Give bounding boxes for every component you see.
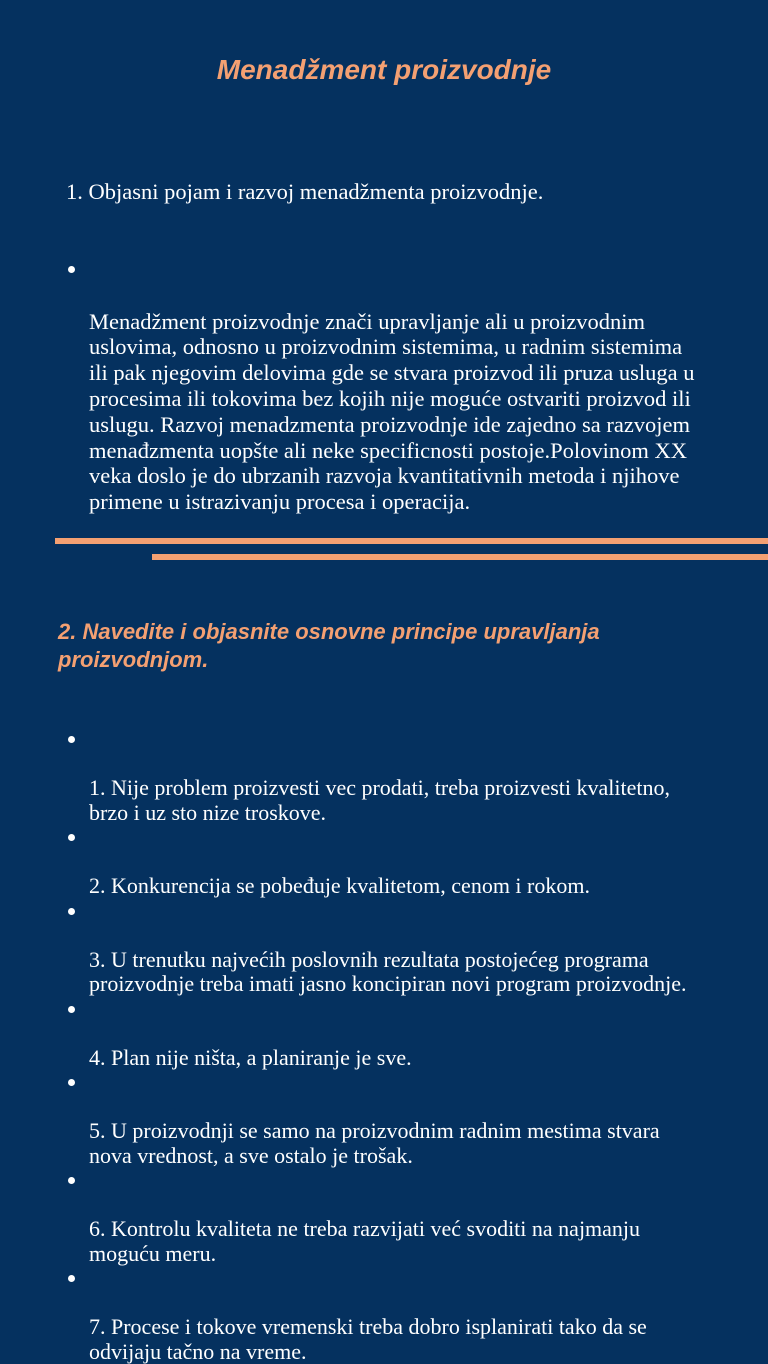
list-item <box>89 1266 749 1364</box>
principle-text: 1. Nije problem proizvesti vec prodati, treba proizvesti kvalitetno, brzo i uz sto nize troskove. <box>89 775 670 825</box>
bullet-icon <box>68 834 75 841</box>
bullet-icon <box>68 1006 75 1013</box>
divider-line-top <box>55 538 768 544</box>
list-item <box>89 1168 749 1266</box>
bullet-icon <box>68 266 75 273</box>
principle-text: 5. U proizvodnji se samo na proizvodnim radnim mestima stvara nova vrednost, a sve ostalo je trošak. <box>89 1118 660 1168</box>
list-item <box>89 899 749 997</box>
bullet-icon <box>68 908 75 915</box>
principle-text: 7. Procese i tokove vremenski treba dobro isplanirati tako da se odvijaju tačno na vreme. <box>89 1314 647 1364</box>
principle-text: 2. Konkurencija se pobeđuje kvalitetom, cenom i rokom. <box>89 873 590 898</box>
bullet-icon <box>68 1275 75 1282</box>
list-item <box>89 997 749 1071</box>
principles-list <box>89 727 749 1364</box>
answer-1-list <box>89 257 749 515</box>
bullet-icon <box>68 736 75 743</box>
bullet-icon <box>68 1079 75 1086</box>
bullet-icon <box>68 1177 75 1184</box>
answer-1-text: Menadžment proizvodnje znači upravljanje ali u proizvodnim uslovima, odnosno u proizvodnim sistemima, u radnim sistemima ili pak njegovim delovima gde se stvara proizvod ili pruza usluga u procesima ili tokovima bez kojih nije moguće ostvariti proizvod ili uslugu. Razvoj menadzmenta proizvodnje ide zajedno sa razvojem menađzmenta uopšte ali neke specificnosti postoje.Polovinom XX veka doslo je do ubrzanih razvoja kvantitativnih metoda i njihove primene u istrazivanju procesa i operacija. <box>89 308 695 515</box>
list-item <box>89 825 749 899</box>
question-2: 2. Navedite i objasnite osnovne principe upravljanja proizvodnjom. <box>58 619 600 672</box>
question-1: 1. Objasni pojam i razvoj menadžmenta proizvodnje. <box>66 179 544 204</box>
list-item <box>89 1070 749 1168</box>
page-title: Menadžment proizvodnje <box>216 54 552 85</box>
principle-text: 6. Kontrolu kvaliteta ne treba razvijati već svoditi na najmanju moguću meru. <box>89 1216 641 1266</box>
principle-text: 4. Plan nije ništa, a planiranje je sve. <box>89 1044 412 1070</box>
principle-text: 3. U trenutku najvećih poslovnih rezultata postojećeg programa proizvodnje treba imati jasno koncipiran novi program proizvodnje. <box>89 946 687 996</box>
divider-line-bottom <box>152 554 768 560</box>
list-item <box>89 727 749 825</box>
list-item <box>89 257 749 515</box>
